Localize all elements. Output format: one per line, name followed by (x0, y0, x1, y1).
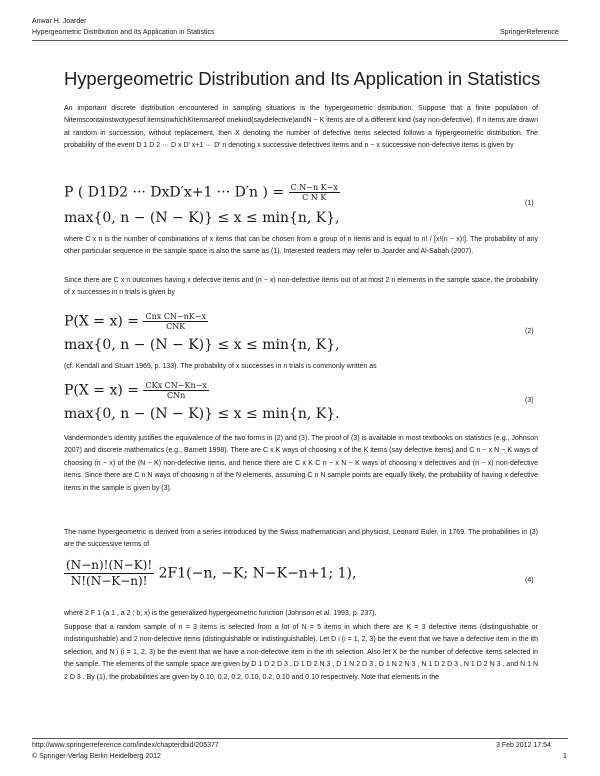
equation-1-number: (1) (525, 200, 534, 207)
equation-3-range: max{0, n − (N − K)} ≤ x ≤ min{n, K}. (64, 406, 340, 422)
equation-2-number: (2) (525, 328, 534, 335)
paragraph-example: Suppose that a random sample of n = 3 items is selected from a lot of N = 5 items in which there are K = 3 defective items (distinguishable or indistinguishable) and 2 non-defective items (distinguishable or indistinguishable). Let D i (i = 1, 2, 3) be the event that we have a defective item in the ith selection, and N i (i = 1, 2, 3) be the event that we have a non-defective item in the ith selection. Also let X be the number of defective items selected in the sample. The elements of the sample space are given by D 1 D 2 D 3 , D 1 D 2 N 3 , D 1 N 2 D 3 , D 1 N 2 N 3 , N 1 D 2 D 3 , N 1 D 2 N 3 , and N 1 N 2 D 3 . By (1), the probabilities are given by 0.10, 0.2, 0.2, 0.10, 0.2, 0.10 and 0.10 respectively. Note that elements in the (64, 624, 538, 681)
paragraph-intro: An important discrete distribution encountered in sampling situations is the hypergeometric distribution. Suppose that a finite population of Nitemscontainstwotypesof itemsinwhichKitemsareof onekind(saydefective)andN − K items are of a different kind (say non-defective). If n items are drawn at random in succession, without replacement, then X denoting the number of defective items selected follows a hypergeometric distribution. The probability of the event D 1 D 2 ··· D x D′ x+1 ··· D′ n denoting x successive defectives items and n − x successive non-defective items is given by (64, 105, 538, 150)
paragraph-combinations: where C x n is the number of combinations of x items that can be chosen from a group of n items and is equal to n! / [x!(n − x)!]. The probability of any other particular sequence in the sample space is also the same as (1). Interested readers may refer to Joarder and Al-Sabah (2007). (64, 236, 538, 256)
footer-date: 3 Feb 2012 17:54 (496, 742, 551, 749)
equation-1-numerator: C N−n K−x (290, 183, 338, 192)
equation-2-denominator: CNK (166, 322, 186, 331)
header-author: Anwar H. Joarder (32, 18, 87, 25)
equation-1 (64, 183, 340, 202)
paragraph-vandermonde: Vandermonde's identity justifies the equivalence of the two forms in (2) and (3). The proof of (3) is available in most textbooks on statistics (e.g., Johnson 2007) and discrete mathematics (e.g., Barnett 1998). There are C x K ways of choosing x of the K items (say defective items) and C n − x N − K ways of choosing (n − x) of the (N − K) non-defective items, and hence there are C x K C n − x N − K ways of choosing x defectives and (n − x) non-defective items. Since there are C n N ways of choosing n of the N elements, assuming C n N sample points are equally likely, the probability of having x defective items in the sample is given by (3). (64, 435, 538, 492)
equation-2-numerator: Cnx CN−nK−x (145, 312, 206, 321)
equation-2-range: max{0, n − (N − K)} ≤ x ≤ min{n, K}, (64, 337, 340, 353)
paragraph-kendall: (cf. Kendall and Stuart 1969, p. 133). The probability of x successes in n trials is commonly written as (64, 363, 377, 370)
page-title: Hypergeometric Distribution and Its Application in Statistics (64, 68, 541, 89)
footer-copyright: © Springer-Verlag Berlin Heidelberg 2012 (32, 753, 161, 760)
equation-1-denominator: C N K (302, 193, 327, 202)
equation-1-range: max{0, n − (N − K)} ≤ x ≤ min{n, K}, (64, 210, 340, 226)
footer-url-link[interactable]: http://www.springerreference.com/index/chapterdbid/205377 (32, 742, 219, 749)
equation-4 (64, 558, 356, 589)
equation-3-number: (3) (525, 397, 534, 404)
equation-3-numerator: CKx CN−Kn−x (145, 381, 207, 390)
header-doc-title: Hypergeometric Distribution and Its Application in Statistics (32, 29, 215, 36)
equation-2-lhs: P(X = x) = (64, 313, 140, 330)
header-publisher: SpringerReference (500, 29, 559, 36)
equation-3-lhs: P(X = x) = (64, 382, 140, 399)
equation-4-denominator: N!(N−K−n)! (70, 574, 148, 588)
equation-1-lhs: P ( D1D2 ··· DxD′x+1 ··· D′n ) = (64, 184, 285, 201)
footer-rule (32, 738, 568, 739)
equation-4-rhs: 2F1(−n, −K; N−K−n+1; 1), (158, 565, 357, 582)
equation-4-numerator: (N−n)!(N−K)! (66, 558, 153, 572)
paragraph-generalized: where 2 F 1 (a 1 , a 2 ; b; x) is the generalized hypergeometric function (Johnson et al. 1993, p. 237). (64, 610, 377, 617)
equation-3 (64, 381, 209, 400)
equation-3-denominator: CNn (167, 391, 186, 400)
footer-page-number: 1 (563, 753, 567, 760)
header-rule (32, 40, 568, 41)
equation-4-number: (4) (525, 577, 534, 584)
paragraph-outcomes: Since there are C x n outcomes having x defective items and (n − x) non-defective items out of at most 2 n elements in the sample space, the probability of x successes in n trials is given by (64, 277, 538, 297)
equation-2 (64, 312, 208, 331)
paragraph-euler: The name hypergeometric is derived from a series introduced by the Swiss mathematician and physicist, Leonard Euler, in 1769. The probabilities in (3) are the successive terms of (64, 529, 538, 549)
